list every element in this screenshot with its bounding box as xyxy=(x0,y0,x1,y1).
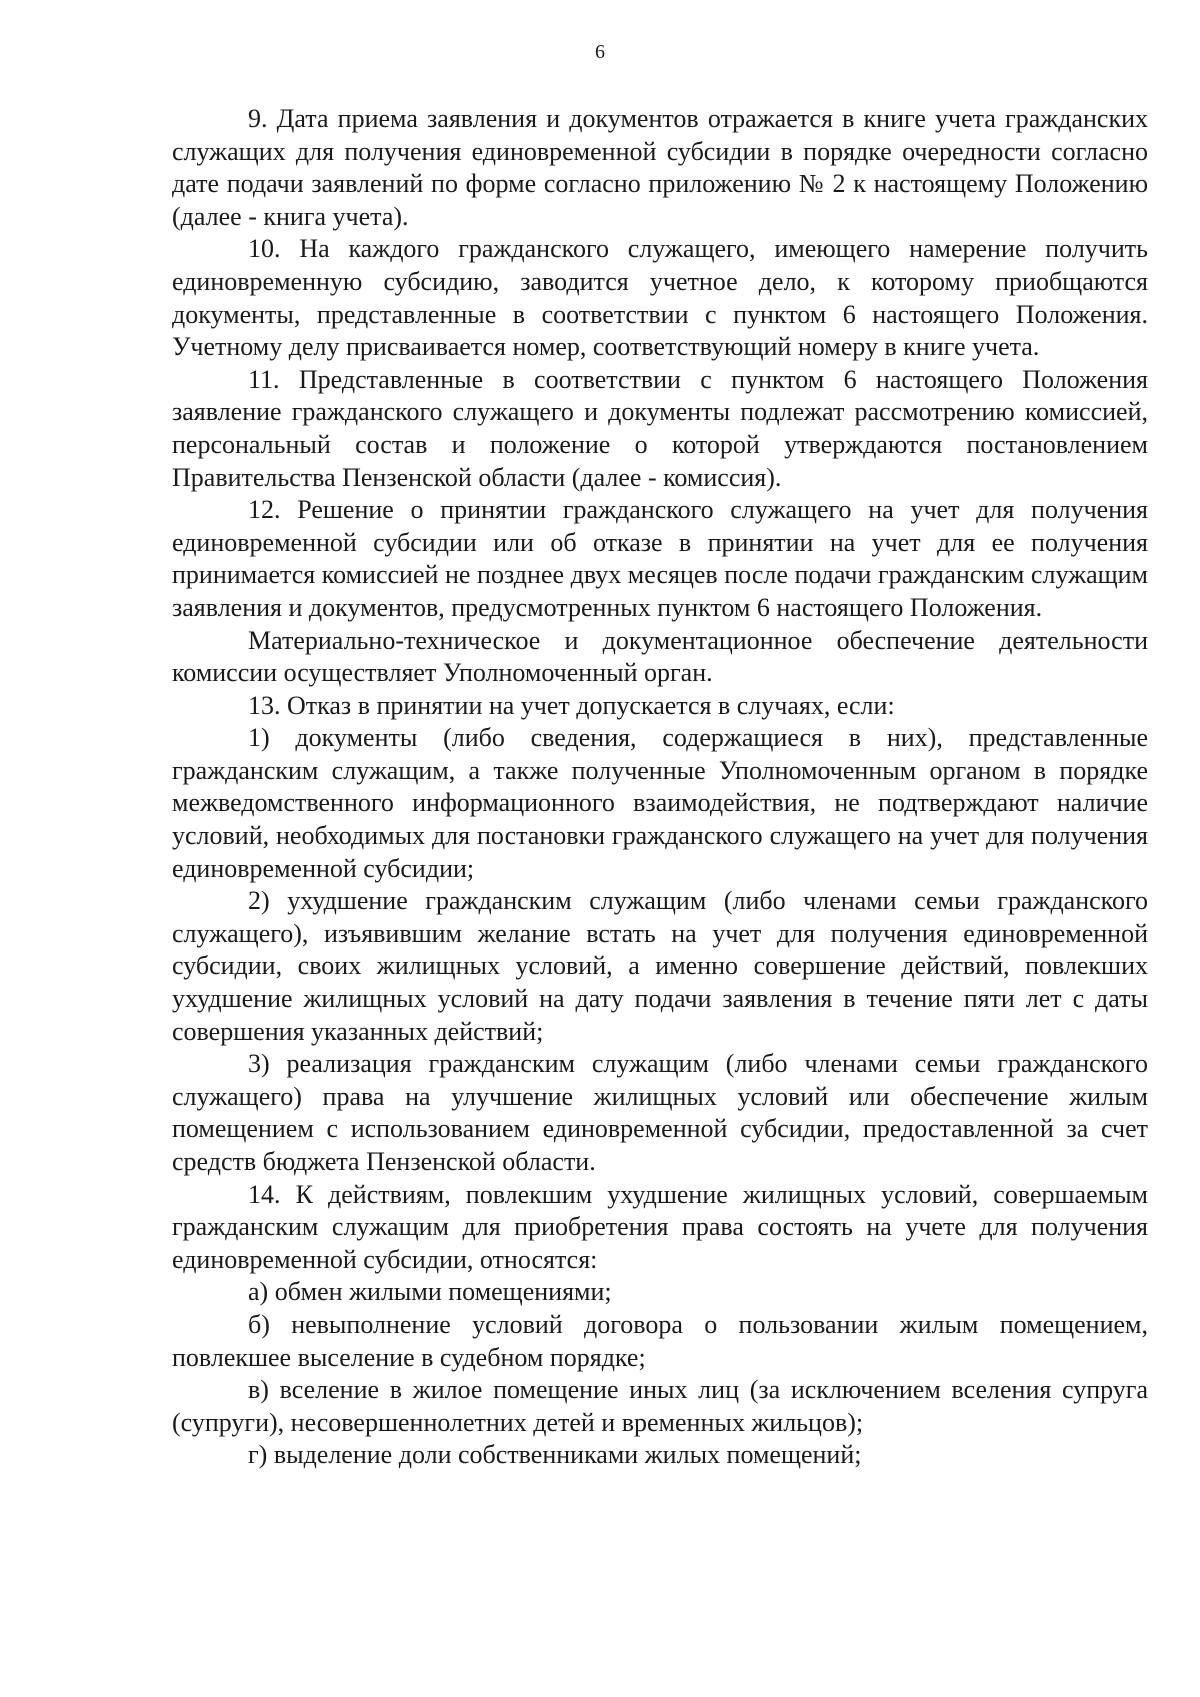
paragraph-14-item-v: в) вселение в жилое помещение иных лиц (за исключением вселения супруга (супруги), несовершеннолетних детей и временных жильцов); xyxy=(172,1375,1148,1437)
paragraph-12: 12. Решение о принятии гражданского служащего на учет для получения единовременной субсидии или об отказе в принятии на учет для ее получения принимается комиссией не позднее двух месяцев после подачи гражданским служащим заявления и документов, предусмотренных пунктом 6 настоящего Положения. xyxy=(172,495,1148,622)
paragraph-10: 10. На каждого гражданского служащего, имеющего намерение получить единовременную субсидию, заводится учетное дело, к которому приобщаются документы, представленные в соответствии с пунктом 6 настоящего Положения. Учетному делу присваивается номер, соответствующий номеру в книге учета. xyxy=(172,234,1148,362)
paragraph-13-item-1: 1) документы (либо сведения, содержащиеся в них), представленные гражданским служащим, а также полученные Уполномоченным органом в порядке межведомственного информационного взаимодействия, не подтверждают наличие условий, необходимых для постановки гражданского служащего на учет для получения единовременной субсидии; xyxy=(172,723,1148,883)
paragraph-14: 14. К действиям, повлекшим ухудшение жилищных условий, совершаемым гражданским служащим для приобретения права состоять на учете для получения единовременной субсидии, относятся: xyxy=(172,1179,1148,1274)
document-body xyxy=(172,103,1148,1472)
paragraph-13-item-3: 3) реализация гражданским служащим (либо членами семьи гражданского служащего) права на улучшение жилищных условий или обеспечение жилым помещением с использованием единовременной субсидии, предоставленной за счет средств бюджета Пензенской области. xyxy=(172,1049,1148,1176)
paragraph-14-item-a: а) обмен жилыми помещениями; xyxy=(248,1277,612,1307)
paragraph-14-item-b: б) невыполнение условий договора о пользовании жилым помещением, повлекшее выселение в судебном порядке; xyxy=(172,1309,1148,1372)
paragraph-13: 13. Отказ в принятии на учет допускается в случаях, если: xyxy=(248,690,895,720)
paragraph-13-item-2: 2) ухудшение гражданским служащим (либо членами семьи гражданского служащего), изъявившим желание встать на учет для получения единовременной субсидии, своих жилищных условий, а именно совершение действий, повлекших ухудшение жилищных условий на дату подачи заявления в течение пяти лет с даты совершения указанных действий; xyxy=(172,886,1148,1046)
paragraph-14-item-g: г) выделение доли собственниками жилых помещений; xyxy=(248,1440,862,1470)
paragraph-9: 9. Дата приема заявления и документов отражается в книге учета гражданских служащих для получения единовременной субсидии в порядке очередности согласно дате подачи заявлений по форме согласно приложению № 2 к настоящему Положению (далее - книга учета). xyxy=(172,104,1148,231)
page-number: 6 xyxy=(595,41,605,63)
paragraph-11: 11. Представленные в соответствии с пунктом 6 настоящего Положения заявление гражданского служащего и документы подлежат рассмотрению комиссией, персональный состав и положение о которой утверждаются постановлением Правительства Пензенской области (далее - комиссия). xyxy=(172,364,1148,492)
paragraph-12-support: Материально-техническое и документационное обеспечение деятельности комиссии осуществляет Уполномоченный орган. xyxy=(172,625,1148,688)
